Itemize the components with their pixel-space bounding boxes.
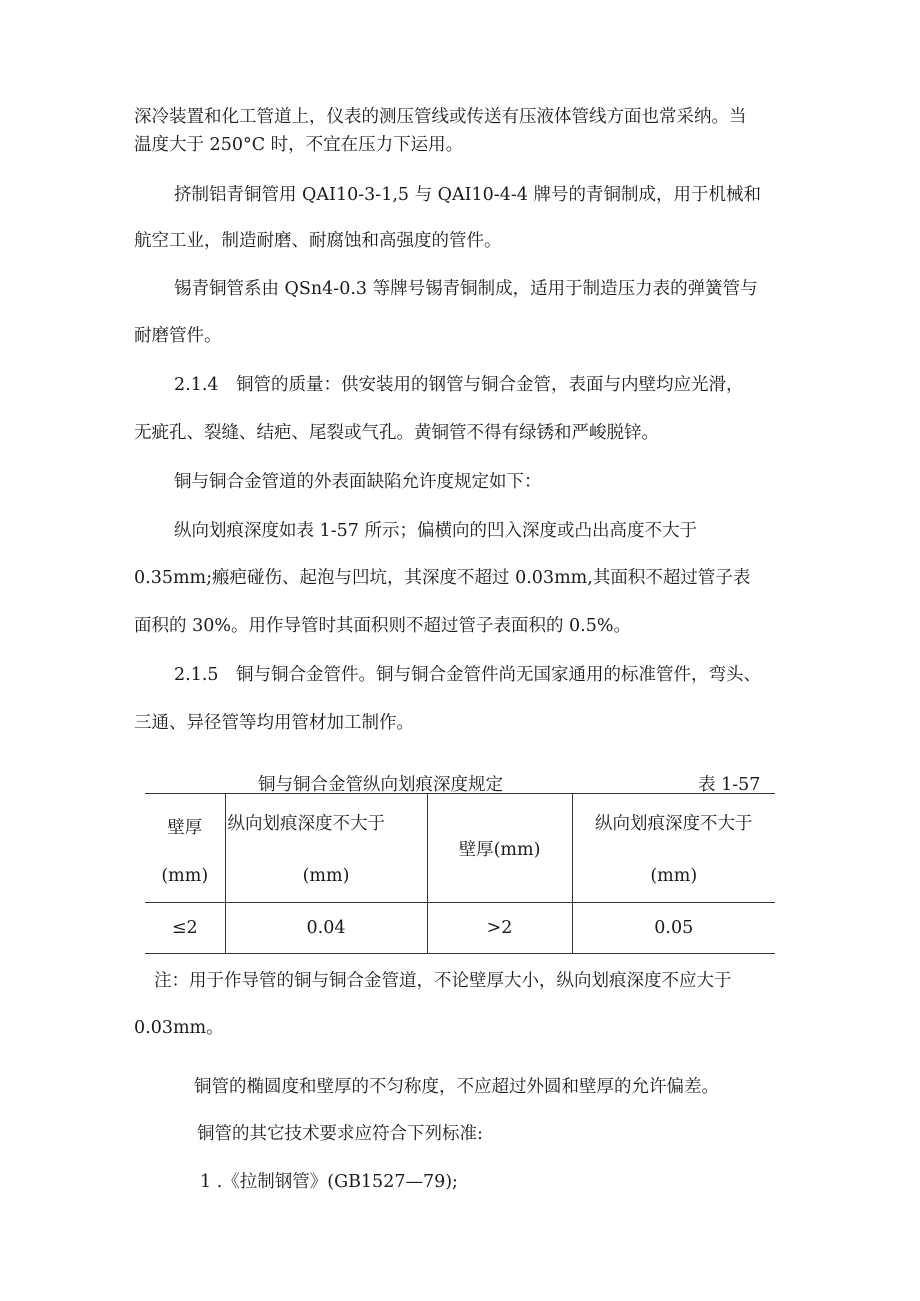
header-depth-unit-2: (mm): [572, 849, 775, 903]
note-line-1: 注：用于作导管的铜与铜合金管道，不论壁厚大小，纵向划痕深度不应大于: [154, 971, 732, 991]
header-thickness-1: 壁厚: [145, 794, 225, 850]
table-number: 表 1-57: [698, 775, 761, 795]
paragraph-6-line-3: 面积的 30%。用作导管时其面积则不超过管子表面积的 0.5%。: [134, 616, 631, 636]
header-thickness-unit-1: (mm): [145, 849, 225, 903]
ovality-requirement: 铜管的椭圆度和壁厚的不匀称度，不应超过外圆和壁厚的允许偏差。: [194, 1077, 719, 1097]
header-depth-1: 纵向划痕深度不大于: [225, 794, 427, 850]
table-cell: 0.04: [225, 903, 427, 954]
header-depth-unit-1: (mm): [225, 849, 427, 903]
paragraph-5-line-1: 铜与铜合金管道的外表面缺陷允许度规定如下：: [174, 472, 542, 492]
paragraph-2-line-2: 航空工业，制造耐磨、耐腐蚀和高强度的管件。: [134, 231, 502, 251]
other-requirements: 铜管的其它技术要求应符合下列标准:: [197, 1124, 483, 1144]
scratch-depth-table: [145, 793, 775, 954]
paragraph-3-line-1: 锡青铜管系由 QSn4-0.3 等牌号锡青铜制成，适用于制造压力表的弹簧管与: [174, 279, 758, 299]
paragraph-2-line-1: 挤制铝青铜管用 QAI10-3-1,5 与 QAI10-4-4 牌号的青铜制成，用于机械和: [174, 185, 761, 205]
section-2-1-4-line-2: 无疵孔、裂缝、结疤、尾裂或气孔。黄铜管不得有绿锈和严峻脱锌。: [134, 423, 659, 443]
paragraph-1-line-2: 温度大于 250°C 时，不宜在压力下运用。: [134, 135, 464, 155]
table-title: 铜与铜合金管纵向划痕深度规定: [258, 775, 503, 795]
header-thickness-2: 壁厚(mm): [427, 794, 572, 903]
table-cell: ≤2: [145, 903, 225, 954]
section-2-1-4-line-1: 2.1.4 铜管的质量：供安装用的钢管与铜合金管，表面与内壁均应光滑，: [174, 375, 744, 395]
standard-item-1: 1 .《拉制钢管》(GB1527—79);: [200, 1172, 458, 1192]
paragraph-1-line-1: 深冷装置和化工管道上，仪表的测压管线或传送有压液体管线方面也常采纳。当: [134, 107, 747, 127]
note-line-2: 0.03mm。: [134, 1018, 224, 1038]
header-depth-2: 纵向划痕深度不大于: [572, 794, 775, 850]
table-cell: >2: [427, 903, 572, 954]
paragraph-6-line-1: 纵向划痕深度如表 1-57 所示；偏横向的凹入深度或凸出高度不大于: [174, 521, 697, 541]
section-2-1-5-line-1: 2.1.5 铜与铜合金管件。铜与铜合金管件尚无国家通用的标准管件，弯头、: [174, 665, 762, 685]
paragraph-6-line-2: 0.35mm;瘢疤碰伤、起泡与凹坑，其深度不超过 0.03mm,其面积不超过管子表: [134, 568, 751, 588]
table-cell: 0.05: [572, 903, 775, 954]
section-2-1-5-line-2: 三通、异径管等均用管材加工制作。: [134, 713, 414, 733]
paragraph-3-line-2: 耐磨管件。: [134, 326, 222, 346]
